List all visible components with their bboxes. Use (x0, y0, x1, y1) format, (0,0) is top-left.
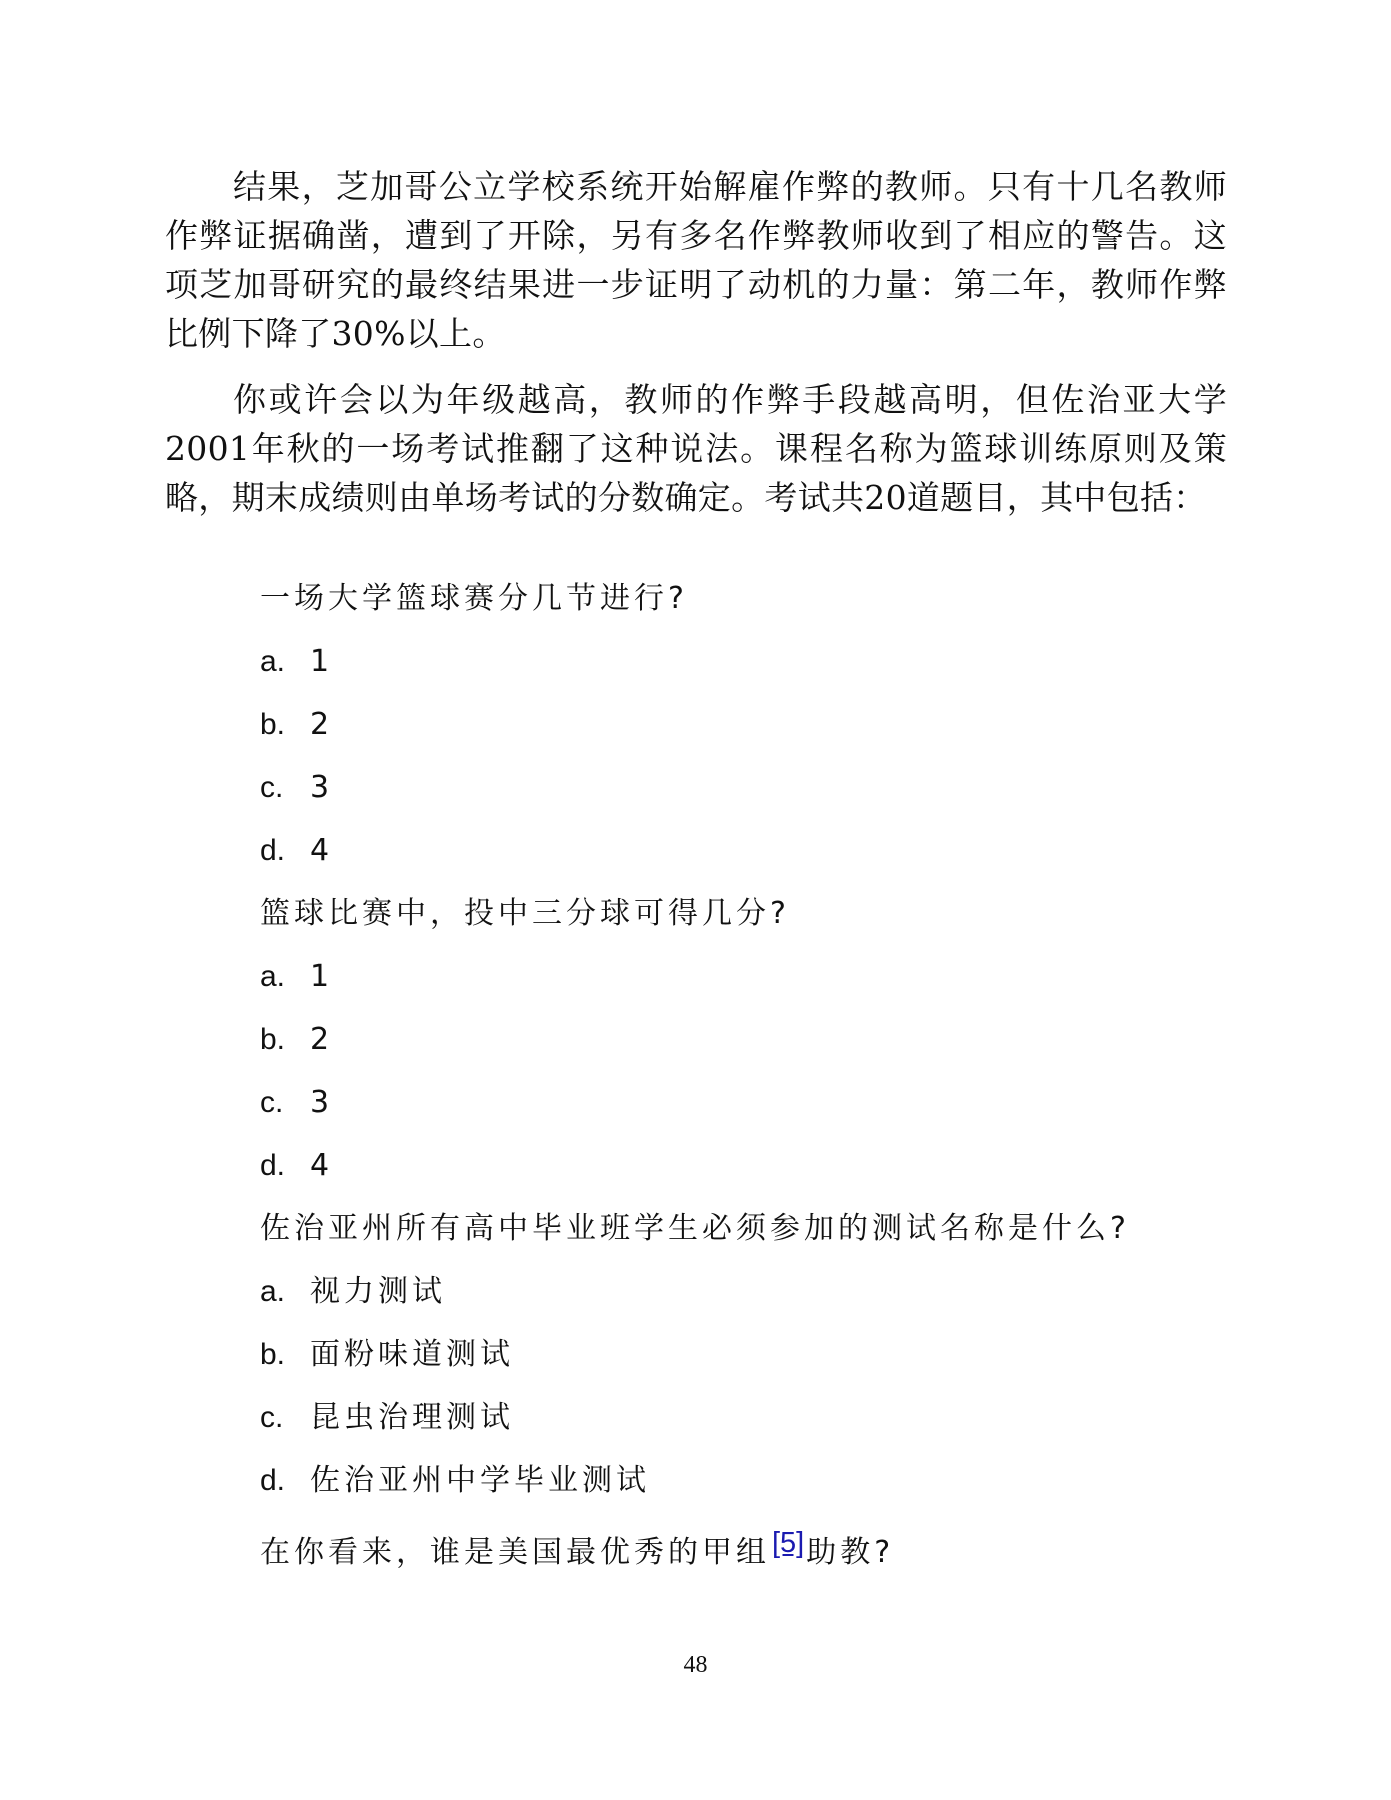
option-text: 1 (310, 959, 334, 994)
option-letter: b. (260, 1023, 286, 1056)
question-1-option-a (260, 630, 1260, 693)
question-4 (260, 1512, 1260, 1575)
paragraph-georgia-exam: 你或许会以为年级越高，教师的作弊手段越高明，但佐治亚大学2001年秋的一场考试推翻了这种说法。课程名称为篮球训练原则及策略，期末成绩则由单场考试的分数确定。考试共20道题目，其中包括： (165, 380, 1227, 517)
question-3-option-a (260, 1260, 1260, 1323)
option-text: 佐治亚州中学毕业测试 (310, 1463, 650, 1498)
option-letter: c. (260, 1401, 284, 1434)
question-3-option-d (260, 1449, 1260, 1512)
option-text: 面粉味道测试 (310, 1337, 514, 1372)
option-letter: d. (260, 834, 286, 867)
page-number: 48 (683, 1652, 708, 1678)
option-text: 2 (310, 707, 334, 742)
question-3-option-b (260, 1323, 1260, 1386)
question-1-option-d (260, 819, 1260, 882)
option-text: 视力测试 (310, 1274, 446, 1309)
question-3: 佐治亚州所有高中毕业班学生必须参加的测试名称是什么? (260, 1211, 1130, 1246)
option-letter: b. (260, 708, 286, 741)
option-text: 2 (310, 1022, 334, 1057)
question-2-option-c (260, 1071, 1260, 1134)
option-text: 昆虫治理测试 (310, 1400, 514, 1435)
option-letter: d. (260, 1464, 286, 1497)
option-text: 4 (310, 1148, 334, 1183)
footnote-link[interactable]: [5] (772, 1527, 805, 1559)
option-text: 1 (310, 644, 334, 679)
question-1-option-c (260, 756, 1260, 819)
option-letter: b. (260, 1338, 286, 1371)
option-text: 3 (310, 770, 334, 805)
option-letter: a. (260, 645, 286, 678)
question-2-option-a (260, 945, 1260, 1008)
option-letter: a. (260, 960, 286, 993)
exam-questions (260, 567, 1260, 1575)
option-letter: c. (260, 1086, 284, 1119)
question-2: 篮球比赛中，投中三分球可得几分? (260, 896, 790, 931)
question-4-text-after: 助教? (806, 1535, 895, 1570)
option-text: 4 (310, 833, 334, 868)
question-2-option-d (260, 1134, 1260, 1197)
paragraph-chicago-results: 结果，芝加哥公立学校系统开始解雇作弊的教师。只有十几名教师作弊证据确凿，遭到了开除，另有多名作弊教师收到了相应的警告。这项芝加哥研究的最终结果进一步证明了动机的力量：第二年，教师作弊比例下降了30%以上。 (165, 167, 1227, 353)
question-1: 一场大学篮球赛分几节进行? (260, 581, 688, 616)
option-text: 3 (310, 1085, 334, 1120)
option-letter: c. (260, 771, 284, 804)
question-3-option-c (260, 1386, 1260, 1449)
question-2-option-b (260, 1008, 1260, 1071)
question-1-option-b (260, 693, 1260, 756)
option-letter: d. (260, 1149, 286, 1182)
question-4-text-before: 在你看来，谁是美国最优秀的甲组 (260, 1535, 770, 1570)
option-letter: a. (260, 1275, 286, 1308)
